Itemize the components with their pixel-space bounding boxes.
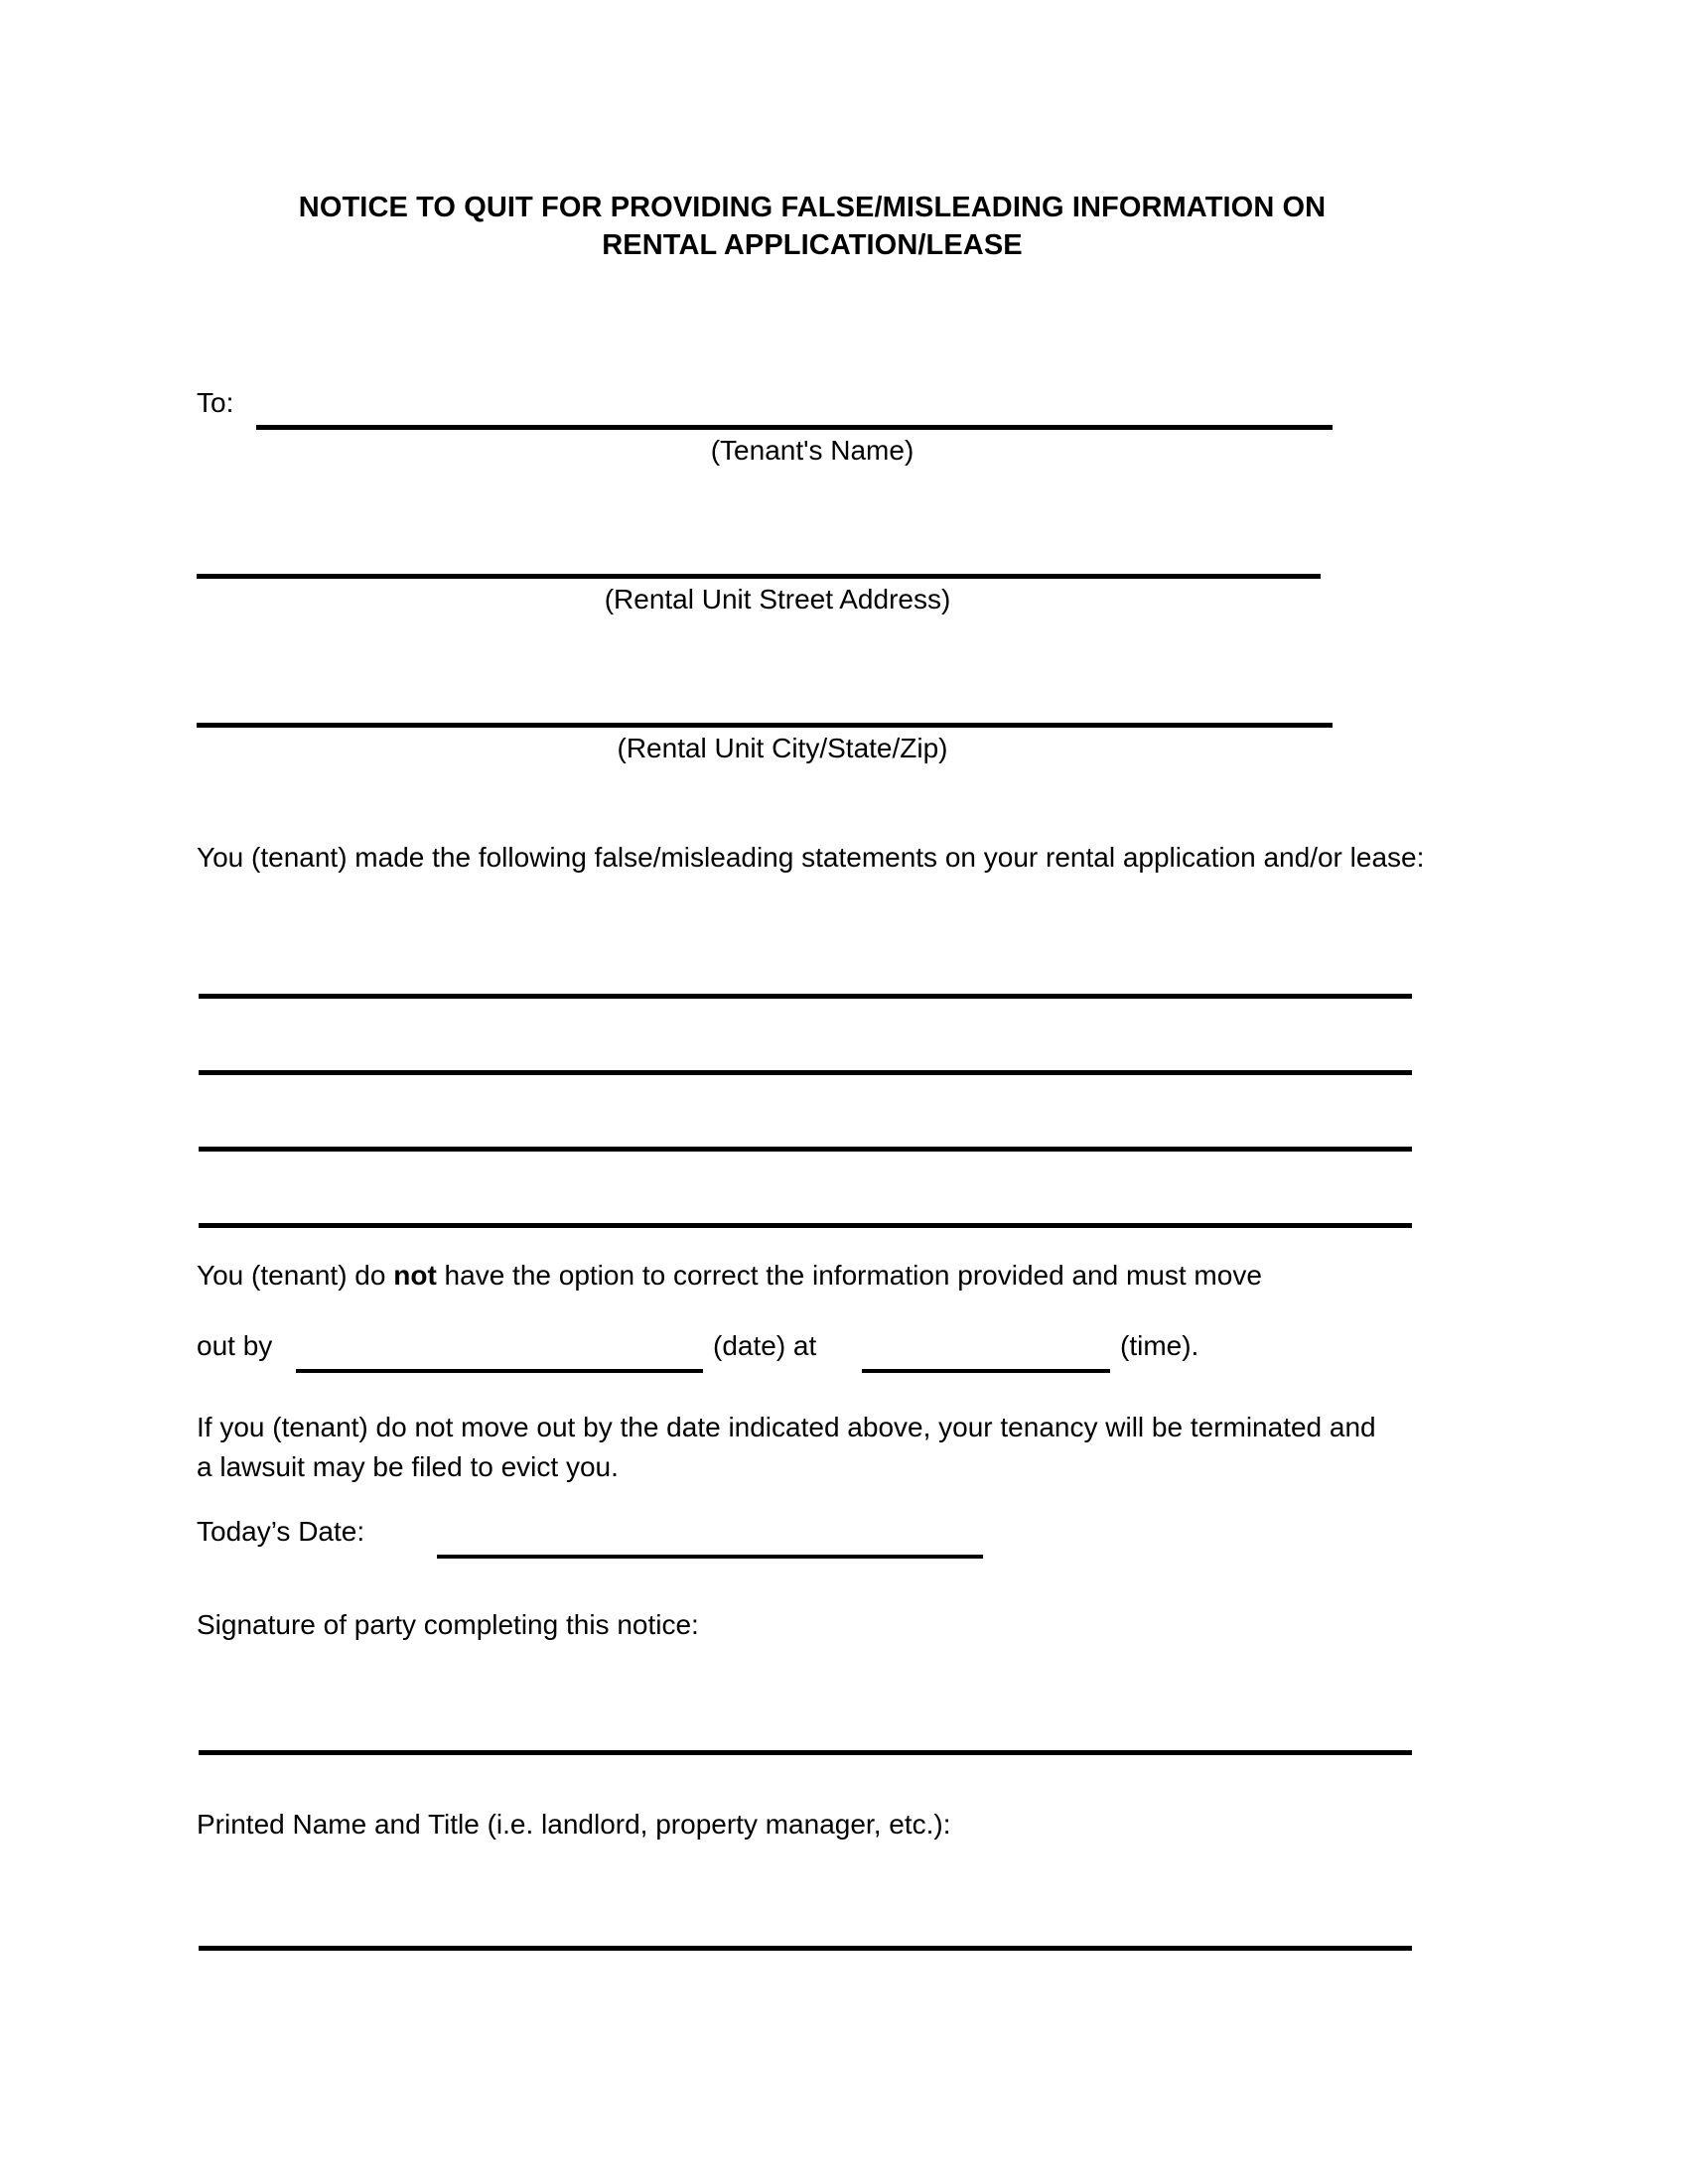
time-label: (time). (1120, 1330, 1199, 1361)
city-state-zip-caption: (Rental Unit City/State/Zip) (617, 733, 948, 763)
no-correction-prefix: You (tenant) do (197, 1260, 394, 1291)
statement-blank-line-3[interactable] (199, 1147, 1412, 1152)
move-out-date-input-line[interactable] (296, 1369, 703, 1373)
no-correction-suffix: have the option to correct the information provided and must move (436, 1260, 1262, 1291)
statement-blank-line-1[interactable] (199, 994, 1412, 999)
tenant-name-input-line[interactable] (256, 425, 1333, 430)
statement-blank-line-2[interactable] (199, 1070, 1412, 1075)
street-address-caption: (Rental Unit Street Address) (604, 584, 951, 614)
printed-name-input-line[interactable] (199, 1946, 1412, 1951)
no-correction-notice (197, 1256, 1477, 1296)
statement-blank-line-4[interactable] (199, 1223, 1412, 1228)
tenant-name-caption: (Tenant's Name) (710, 435, 914, 466)
consequence-paragraph: If you (tenant) do not move out by the date indicated above, your tenancy will be terminated and a lawsuit may be filed to evict you. (197, 1412, 1376, 1482)
date-label: (date) at (713, 1330, 817, 1361)
no-correction-emphasis: not (393, 1260, 437, 1291)
false-statements-intro: You (tenant) made the following false/misleading statements on your rental application and/or lease: (197, 842, 1425, 873)
move-out-time-input-line[interactable] (862, 1369, 1110, 1373)
city-state-zip-input-line[interactable] (197, 723, 1333, 728)
todays-date-label: Today’s Date: (197, 1516, 365, 1547)
page-title (197, 189, 1428, 265)
signature-input-line[interactable] (199, 1750, 1412, 1755)
street-address-input-line[interactable] (197, 574, 1321, 579)
move-out-prefix-label: out by (197, 1330, 273, 1361)
to-label: To: (197, 387, 234, 418)
printed-name-label: Printed Name and Title (i.e. landlord, property manager, etc.): (197, 1809, 951, 1840)
page-title-line-2: RENTAL APPLICATION/LEASE (602, 229, 1023, 262)
page-title-line-1: NOTICE TO QUIT FOR PROVIDING FALSE/MISLEADING INFORMATION ON (298, 192, 1327, 223)
todays-date-input-line[interactable] (437, 1555, 983, 1559)
signature-label: Signature of party completing this notice: (197, 1609, 699, 1640)
